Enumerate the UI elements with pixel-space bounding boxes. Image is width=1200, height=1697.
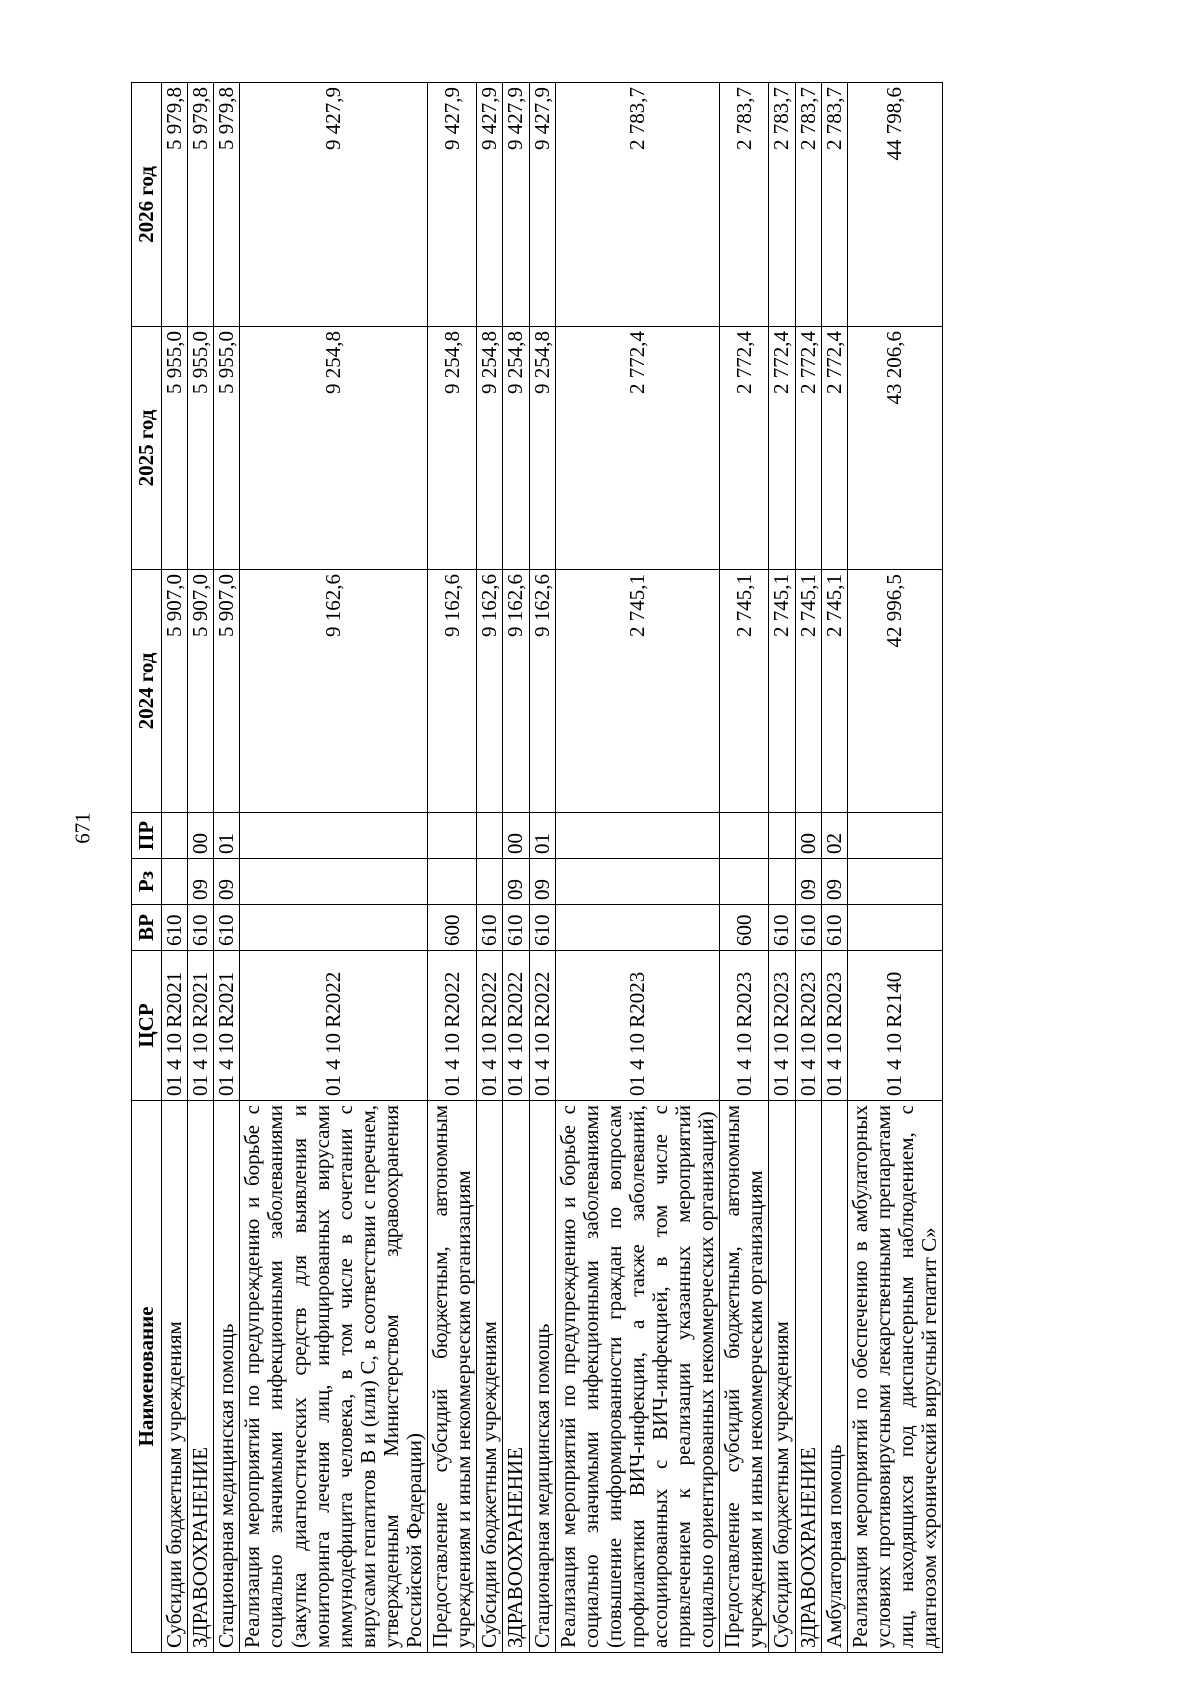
row-2025: 5 955,0 [214,327,240,570]
row-rz: 09 [188,859,214,905]
row-vr: 610 [477,905,503,951]
row-2026: 9 427,9 [529,83,555,327]
row-pr: 01 [529,813,555,859]
page-number: 671 [70,812,95,844]
row-2024: 2 745,1 [821,570,847,813]
row-csr: 01 4 10 R2023 [555,951,720,1101]
row-2025: 9 254,8 [428,327,477,570]
row-csr: 01 4 10 R2023 [821,951,847,1101]
header-csr: ЦСР [132,951,162,1101]
row-2024: 5 907,0 [188,570,214,813]
row-2024: 9 162,6 [503,570,529,813]
row-csr: 01 4 10 R2023 [769,951,795,1101]
row-2025: 2 772,4 [821,327,847,570]
row-2025: 9 254,8 [477,327,503,570]
row-rz: 09 [795,859,821,905]
row-name: Субсидии бюджетным учреждениям [769,1101,795,1653]
row-2024: 9 162,6 [428,570,477,813]
header-2025: 2025 год [132,327,162,570]
row-2026: 9 427,9 [503,83,529,327]
row-2024: 9 162,6 [477,570,503,813]
row-rz [162,859,188,905]
header-2024: 2024 год [132,570,162,813]
table-row [428,83,477,1653]
row-pr [720,813,769,859]
table-row [477,83,503,1653]
row-name: Стационарная медицинская помощь [214,1101,240,1653]
table-row [240,83,428,1653]
row-pr [847,813,942,859]
row-vr: 610 [503,905,529,951]
row-2025: 2 772,4 [555,327,720,570]
row-rz [428,859,477,905]
row-vr: 610 [188,905,214,951]
budget-table [131,82,943,1653]
row-name: Стационарная медицинская помощь [529,1101,555,1653]
table-row [821,83,847,1653]
row-csr: 01 4 10 R2022 [477,951,503,1101]
row-pr [428,813,477,859]
row-2024: 2 745,1 [769,570,795,813]
header-2026: 2026 год [132,83,162,327]
row-rz: 09 [503,859,529,905]
row-pr [555,813,720,859]
row-2024: 2 745,1 [795,570,821,813]
row-csr: 01 4 10 R2021 [162,951,188,1101]
row-pr: 00 [188,813,214,859]
row-2024: 2 745,1 [555,570,720,813]
rotated-table-container [131,83,1077,1653]
row-pr: 01 [214,813,240,859]
row-2024: 9 162,6 [529,570,555,813]
row-csr: 01 4 10 R2140 [847,951,942,1101]
row-2026: 5 979,8 [214,83,240,327]
row-2026: 5 979,8 [188,83,214,327]
row-csr: 01 4 10 R2023 [720,951,769,1101]
header-pr: ПР [132,813,162,859]
row-vr: 610 [795,905,821,951]
row-name: Амбулаторная помощь [821,1101,847,1653]
row-2026: 2 783,7 [720,83,769,327]
row-2024: 5 907,0 [162,570,188,813]
row-name: Субсидии бюджетным учреждениям [477,1101,503,1653]
row-2025: 9 254,8 [529,327,555,570]
row-2025: 2 772,4 [795,327,821,570]
row-name: ЗДРАВООХРАНЕНИЕ [503,1101,529,1653]
row-pr [769,813,795,859]
row-pr [162,813,188,859]
row-rz [769,859,795,905]
row-2026: 44 798,6 [847,83,942,327]
row-2025: 9 254,8 [503,327,529,570]
row-name: Реализация мероприятий по предупреждению и борьбе с социально значимыми инфекционными заболеваниями (закупка диагностических средств для выявления и мониторинга лечения лиц, инфицированных вирусами иммунодефицита человека, в том числе в сочетании с вирусами гепатитов B и (или) C, в соответствии с перечнем, утвержденным Министерством здравоохранения Российской Федерации) [240,1101,428,1653]
row-2025: 5 955,0 [162,327,188,570]
row-pr: 00 [795,813,821,859]
row-2025: 5 955,0 [188,327,214,570]
row-vr: 610 [529,905,555,951]
row-pr [477,813,503,859]
row-rz [477,859,503,905]
row-rz [720,859,769,905]
row-rz [240,859,428,905]
row-2025: 2 772,4 [769,327,795,570]
row-pr: 02 [821,813,847,859]
row-csr: 01 4 10 R2021 [214,951,240,1101]
row-vr: 600 [720,905,769,951]
row-2026: 9 427,9 [477,83,503,327]
row-vr: 610 [214,905,240,951]
row-name: Субсидии бюджетным учреждениям [162,1101,188,1653]
table-row [769,83,795,1653]
row-2024: 2 745,1 [720,570,769,813]
row-vr: 610 [769,905,795,951]
row-rz: 09 [529,859,555,905]
row-2026: 9 427,9 [428,83,477,327]
table-row [214,83,240,1653]
row-csr: 01 4 10 R2022 [529,951,555,1101]
row-name: Реализация мероприятий по обеспечению в амбулаторных условиях противовирусными лекарственными препаратами лиц, находящихся под диспансерным наблюдением, с диагнозом «хронический вирусный гепатит C» [847,1101,942,1653]
row-2026: 2 783,7 [795,83,821,327]
row-vr: 600 [428,905,477,951]
table-row [529,83,555,1653]
row-csr: 01 4 10 R2022 [240,951,428,1101]
row-name: ЗДРАВООХРАНЕНИЕ [795,1101,821,1653]
row-2024: 42 996,5 [847,570,942,813]
row-name: Предоставление субсидий бюджетным, автономным учреждениям и иным некоммерческим организациям [720,1101,769,1653]
row-name: Предоставление субсидий бюджетным, автономным учреждениям и иным некоммерческим организациям [428,1101,477,1653]
row-rz: 09 [214,859,240,905]
table-row [188,83,214,1653]
row-vr [847,905,942,951]
table-row [720,83,769,1653]
row-rz [555,859,720,905]
row-vr [555,905,720,951]
row-pr: 00 [503,813,529,859]
row-2026: 2 783,7 [821,83,847,327]
row-rz [847,859,942,905]
table-row [847,83,942,1653]
row-csr: 01 4 10 R2023 [795,951,821,1101]
row-2024: 5 907,0 [214,570,240,813]
row-csr: 01 4 10 R2022 [428,951,477,1101]
row-vr [240,905,428,951]
header-rz: Рз [132,859,162,905]
table-row [555,83,720,1653]
row-2025: 9 254,8 [240,327,428,570]
header-row [132,83,162,1653]
table-row [795,83,821,1653]
row-vr: 610 [162,905,188,951]
header-name: Наименование [132,1101,162,1653]
row-rz: 09 [821,859,847,905]
row-2025: 2 772,4 [720,327,769,570]
row-2025: 43 206,6 [847,327,942,570]
row-2026: 5 979,8 [162,83,188,327]
row-2026: 9 427,9 [240,83,428,327]
row-2024: 9 162,6 [240,570,428,813]
row-csr: 01 4 10 R2021 [188,951,214,1101]
row-pr [240,813,428,859]
table-row [503,83,529,1653]
row-csr: 01 4 10 R2022 [503,951,529,1101]
row-name: ЗДРАВООХРАНЕНИЕ [188,1101,214,1653]
row-2026: 2 783,7 [769,83,795,327]
row-name: Реализация мероприятий по предупреждению и борьбе с социально значимыми инфекционными заболеваниями (повышение информированности граждан по вопросам профилактики ВИЧ-инфекции, а также заболеваний, ассоциированных с ВИЧ-инфекцией, в том числе с привлечением к реализации указанных мероприятий социально ориентированных некоммерческих организаций) [555,1101,720,1653]
row-vr: 610 [821,905,847,951]
row-2026: 2 783,7 [555,83,720,327]
table-row [162,83,188,1653]
header-vr: ВР [132,905,162,951]
